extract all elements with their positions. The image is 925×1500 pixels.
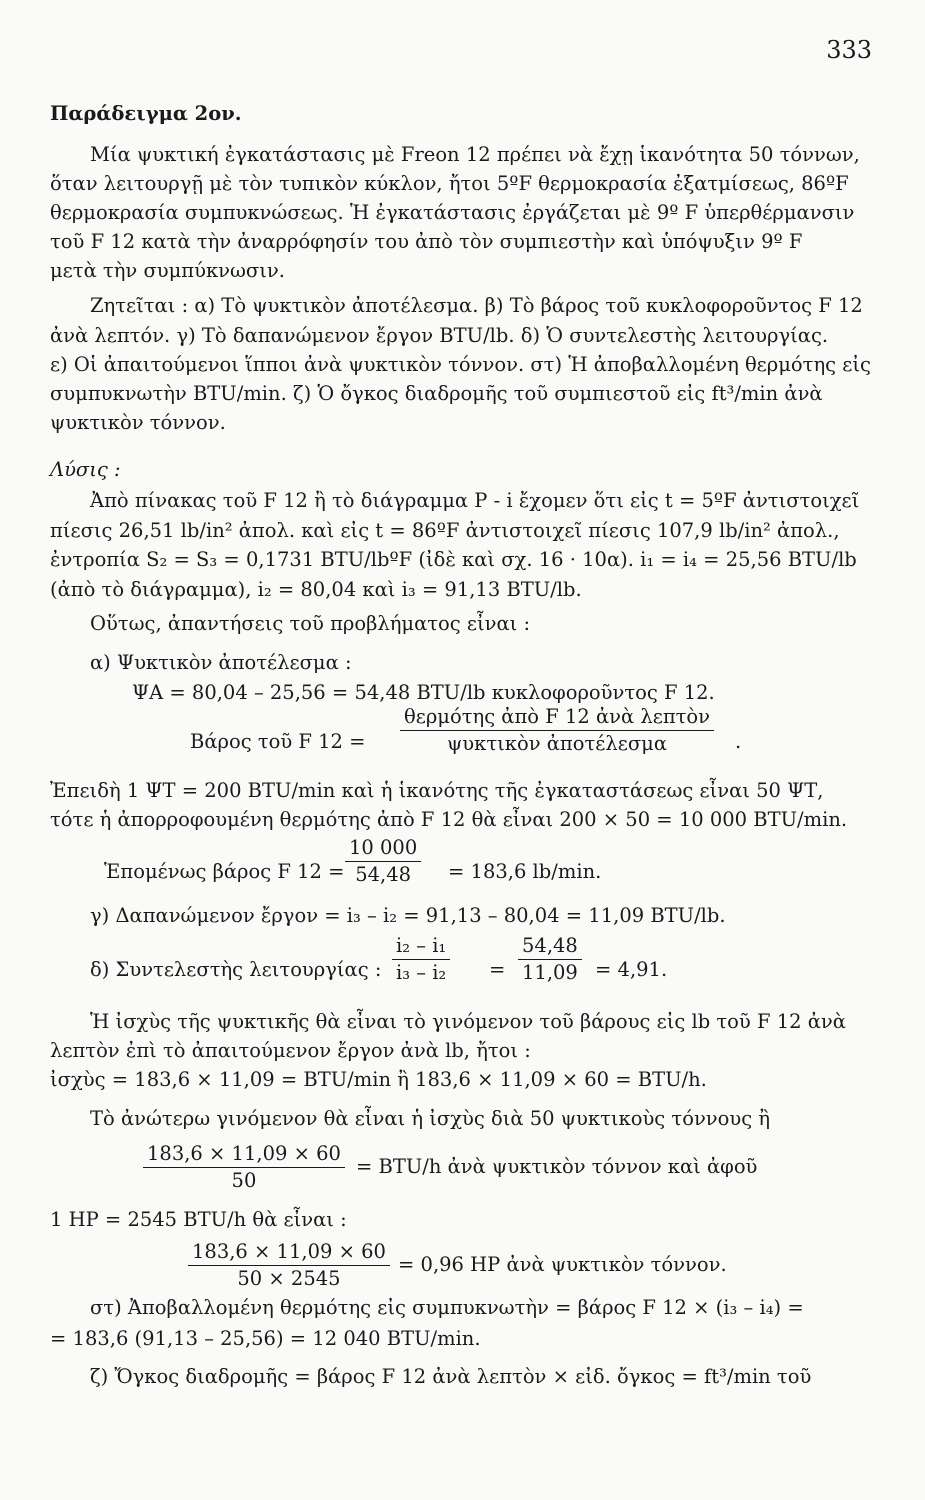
hence-denominator: 54,48: [355, 863, 412, 886]
answer-st-line-2: = 183,6 (91,13 – 25,56) = 12 040 BTU/min.: [50, 1327, 481, 1350]
weight-denominator: ψυκτικὸν ἀποτέλεσμα: [447, 732, 667, 755]
problem-line-5: μετὰ τὴν συμπύκνωσιν.: [50, 259, 285, 282]
solution-line-3: ἐντροπία S₂ = S₃ = 0,1731 BTU/lbºF (ἰδὲ καὶ σχ. 16 · 10α). i₁ = i₄ = 25,56 BTU/lb: [50, 548, 857, 571]
answer-z-line-1: ζ) Ὄγκος διαδρομῆς = βάρος F 12 ἀνὰ λεπτὸν × εἰδ. ὄγκος = ft³/min τοῦ: [90, 1365, 812, 1388]
d-equals: =: [489, 958, 506, 981]
power-line-2: λεπτὸν ἐπὶ τὸ ἀπαιτούμενον ἔργον ἀνὰ lb, ἤτοι :: [50, 1039, 531, 1062]
requested-line-1: Ζητεῖται : α) Τὸ ψυκτικὸν ἀποτέλεσμα. β) Τὸ βάρος τοῦ κυκλοφοροῦντος F 12: [90, 294, 863, 317]
requested-line-4: συμπυκνωτὴν BTU/min. ζ) Ὁ ὄγκος διαδρομῆς τοῦ συμπιεστοῦ εἰς ft³/min ἀνὰ: [50, 382, 823, 405]
per-ton-fraction: [143, 1142, 345, 1193]
fraction-bar: [400, 730, 714, 731]
weight-numerator: θερμότης ἀπὸ F 12 ἀνὰ λεπτὸν: [404, 705, 711, 728]
hp-rhs: = 0,96 HP ἀνὰ ψυκτικὸν τόννον.: [398, 1253, 727, 1276]
above-line: Τὸ ἀνώτερω γινόμενον θὰ εἶναι ἡ ἰσχὺς διὰ 50 ψυκτικοὺς τόννους ἢ: [90, 1107, 771, 1130]
d-numerator-1: i₂ – i₁: [396, 934, 447, 957]
fraction-bar: [392, 959, 450, 960]
solution-line-2: πίεσις 26,51 lb/in² ἀπολ. καὶ εἰς t = 86ºF ἀντιστοιχεῖ πίεσις 107,9 lb/in² ἀπολ.,: [50, 519, 840, 542]
d-rhs: = 4,91.: [595, 958, 668, 981]
d-fraction-2: [518, 934, 582, 985]
hence-numerator: 10 000: [349, 836, 418, 859]
solution-line-1: Ἀπὸ πίνακας τοῦ F 12 ἢ τὸ διάγραμμα P - i ἔχομεν ὅτι εἰς t = 5ºF ἀντιστοιχεῖ: [90, 489, 860, 512]
fraction-bar: [188, 1265, 390, 1266]
d-fraction-1: [392, 934, 450, 985]
weight-fraction: [400, 705, 714, 756]
hp-numerator: 183,6 × 11,09 × 60: [192, 1240, 386, 1263]
problem-line-3: θερμοκρασία συμπυκνώσεως. Ἡ ἐγκατάστασις ἐργάζεται μὲ 9º F ὑπερθέρμανσιν: [50, 201, 855, 224]
d-denominator-1: i₃ – i₂: [396, 961, 447, 984]
hence-fraction: [345, 836, 421, 887]
answer-c-equation: γ) Δαπανώμενον ἔργον = i₃ – i₂ = 91,13 – 80,04 = 11,09 BTU/lb.: [90, 904, 726, 927]
answers-intro: Οὕτως, ἀπαντήσεις τοῦ προβλήματος εἶναι :: [90, 612, 531, 635]
problem-line-4: τοῦ F 12 κατὰ τὴν ἀναρρόφησίν του ἀπὸ τὸν συμπιεστὴν καὶ ὑπόψυξιν 9º F: [50, 230, 803, 253]
since-line-2: τότε ἡ ἀπορροφουμένη θερμότης ἀπὸ F 12 θὰ εἶναι 200 × 50 = 10 000 BTU/min.: [50, 808, 848, 831]
per-ton-rhs: = BTU/h ἀνὰ ψυκτικὸν τόννον καὶ ἀφοῦ: [356, 1155, 758, 1178]
answer-d-lhs: δ) Συντελεστὴς λειτουργίας :: [90, 958, 382, 981]
requested-line-3: ε) Οἱ ἀπαιτούμενοι ἵπποι ἀνὰ ψυκτικὸν τόννον. στ) Ἡ ἀποβαλλομένη θερμότης εἰς: [50, 353, 871, 376]
example-heading: Παράδειγμα 2ον.: [50, 102, 242, 125]
answer-a-label: α) Ψυκτικὸν ἀποτέλεσμα :: [90, 651, 352, 674]
hp-fraction: [188, 1240, 390, 1291]
per-ton-denominator: 50: [231, 1169, 257, 1192]
power-line-1: Ἡ ἰσχὺς τῆς ψυκτικῆς θὰ εἶναι τὸ γινόμενον τοῦ βάρους εἰς lb τοῦ F 12 ἀνὰ: [90, 1010, 846, 1033]
fraction-bar: [345, 861, 421, 862]
d-denominator-2: 11,09: [522, 961, 578, 984]
page-number: 333: [826, 36, 872, 64]
fraction-bar: [518, 959, 582, 960]
per-ton-numerator: 183,6 × 11,09 × 60: [147, 1142, 341, 1165]
solution-label: Λύσις :: [50, 458, 121, 481]
solution-line-4: (ἀπὸ τὸ διάγραμμα), i₂ = 80,04 καὶ i₃ = 91,13 BTU/lb.: [50, 578, 582, 601]
hp-line: 1 HP = 2545 BTU/h θὰ εἶναι :: [50, 1208, 347, 1231]
hp-denominator: 50 × 2545: [237, 1267, 341, 1290]
since-line-1: Ἐπειδὴ 1 ΨΤ = 200 BTU/min καὶ ἡ ἱκανότης τῆς ἐγκαταστάσεως εἶναι 50 ΨΤ,: [50, 779, 824, 802]
problem-line-1: Μία ψυκτική ἐγκατάστασις μὲ Freon 12 πρέπει νὰ ἔχῃ ἱκανότητα 50 τόννων,: [90, 143, 860, 166]
power-line-3: ἰσχὺς = 183,6 × 11,09 = BTU/min ἢ 183,6 × 11,09 × 60 = BTU/h.: [50, 1068, 707, 1091]
weight-end: .: [735, 730, 742, 753]
fraction-bar: [143, 1167, 345, 1168]
answer-st-line-1: στ) Ἀποβαλλομένη θερμότης εἰς συμπυκνωτὴν = βάρος F 12 × (i₃ – i₄) =: [90, 1296, 804, 1319]
requested-line-5: ψυκτικὸν τόννον.: [50, 411, 226, 434]
problem-line-2: ὅταν λειτουργῇ μὲ τὸν τυπικὸν κύκλον, ἤτοι 5ºF θερμοκρασία ἐξατμίσεως, 86ºF: [50, 172, 849, 195]
d-numerator-2: 54,48: [522, 934, 578, 957]
answer-a-equation: ΨΑ = 80,04 – 25,56 = 54,48 BTU/lb κυκλοφοροῦντος F 12.: [132, 681, 715, 704]
hence-rhs: = 183,6 lb/min.: [448, 860, 602, 883]
requested-line-2: ἀνὰ λεπτόν. γ) Τὸ δαπανώμενον ἔργον BTU/lb. δ) Ὁ συντελεστὴς λειτουργίας.: [50, 324, 829, 347]
hence-lhs: Ἑπομένως βάρος F 12 =: [104, 860, 345, 883]
weight-lhs: Βάρος τοῦ F 12 =: [190, 730, 366, 753]
